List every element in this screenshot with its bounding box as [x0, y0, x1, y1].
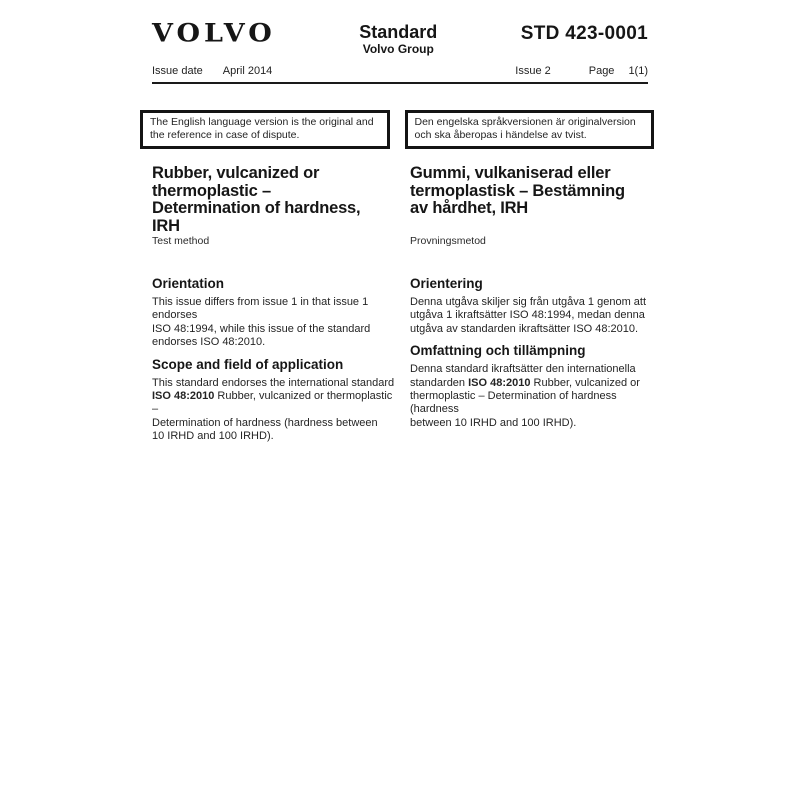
- header-divider: [152, 82, 648, 84]
- column-swedish: [410, 165, 653, 444]
- notice-box-english: The English language version is the original and the reference in case of dispute.: [140, 110, 390, 149]
- page-number: 1(1): [628, 65, 648, 77]
- scope-text-bold-ref: ISO 48:2010: [152, 390, 215, 403]
- notice-box-swedish: Den engelska språkversionen är originalversion och ska åberopas i händelse av tvist.: [405, 110, 655, 149]
- orientation-body-sv: Denna utgåva skiljer sig från utgåva 1 genom att utgåva 1 ikraftsätter ISO 48:1994, medan denna utgåva av standarden ikraftsätter ISO 48:2010.: [410, 296, 647, 335]
- scope-text-part: Rubber, vulcanized or thermoplastic – Determination of hardness (hardness between 10 IRHD and 100 IRHD).: [410, 376, 640, 429]
- doc-type-title: Standard: [359, 22, 438, 42]
- issue-number: Issue 2: [515, 65, 551, 77]
- orientation-heading-sv: Orientering: [410, 276, 483, 291]
- scope-body-en: [152, 377, 395, 444]
- document-subtitle-en: Test method: [152, 235, 210, 247]
- scope-heading-en: Scope and field of application: [152, 356, 344, 372]
- doc-number: STD 423-0001: [520, 23, 648, 44]
- scope-text-bold-ref: ISO 48:2010: [468, 376, 531, 389]
- header-center: [359, 22, 437, 56]
- scope-text-part: This standard endorses the international standard: [152, 376, 395, 389]
- volvo-logo: VOLVO: [152, 19, 276, 48]
- issue-date-label: Issue date: [152, 65, 203, 77]
- column-english: [152, 165, 395, 444]
- scope-body-sv: [410, 363, 653, 430]
- scope-text-part: Denna standard ikraftsätter den internationella standarden: [410, 363, 636, 389]
- document-subtitle-sv: Provningsmetod: [410, 235, 486, 247]
- orientation-body-en: This issue differs from issue 1 in that issue 1 endorses ISO 48:1994, while this issue of the standard endorses ISO 48:2010.: [152, 296, 371, 349]
- scope-text-part: Rubber, vulcanized or thermoplastic – Determination of hardness (hardness between 10 IRHD and 100 IRHD).: [152, 390, 393, 443]
- content-columns: [152, 165, 654, 444]
- notice-boxes: [140, 110, 654, 149]
- meta-row: [152, 65, 648, 78]
- meta-right-group: [515, 65, 648, 78]
- orientation-heading-en: Orientation: [152, 276, 225, 291]
- page-label: Page: [588, 65, 615, 77]
- document-header: [152, 19, 648, 56]
- document-title-en: Rubber, vulcanized or thermoplastic – Determination of hardness, IRH: [152, 164, 361, 235]
- org-subtitle: Volvo Group: [362, 42, 434, 56]
- issue-date-value: April 2014: [222, 65, 273, 77]
- scope-heading-sv: Omfattning och tillämpning: [410, 343, 586, 359]
- document-title-sv: Gummi, vulkaniserad eller termoplastisk – Bestämning av hårdhet, IRH: [410, 164, 625, 217]
